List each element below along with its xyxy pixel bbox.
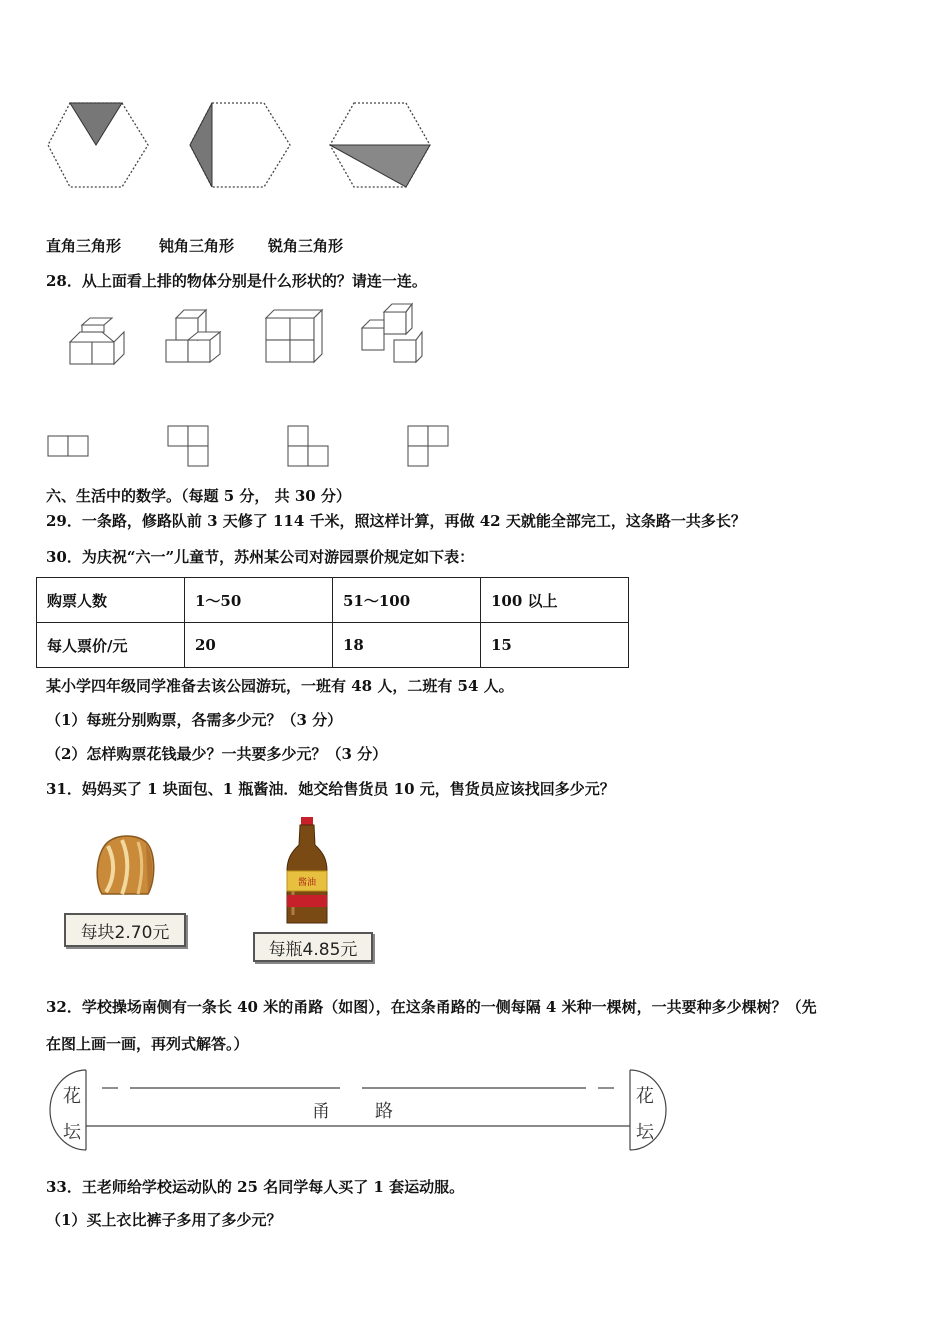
top-view-3 bbox=[288, 426, 328, 466]
left-flower-bed-label-1: 花 bbox=[63, 1086, 81, 1107]
question-28: 28．从上面看上排的物体分别是什么形状的？请连一连。 bbox=[46, 272, 427, 290]
table-cell: 1～50 bbox=[185, 578, 333, 623]
cube-group-1 bbox=[70, 318, 124, 364]
table-row bbox=[37, 623, 629, 668]
question-33-sub1: （1）买上衣比裤子多用了多少元？ bbox=[46, 1211, 282, 1229]
hexagon-obtuse-triangle bbox=[190, 103, 290, 187]
hexagon-right-triangle bbox=[48, 103, 148, 187]
cube-group-3 bbox=[266, 310, 322, 362]
question-29: 29．一条路，修路队前 3 天修了 114 千米，照这样计算，再做 42 天就能全部完工，这条路一共多长？ bbox=[46, 512, 746, 530]
table-cell: 20 bbox=[185, 623, 333, 668]
soy-sauce-bottle-image bbox=[284, 815, 330, 927]
cube-group-4 bbox=[362, 304, 422, 362]
bottle-label: 酱油 bbox=[297, 878, 317, 888]
triangle-label-obtuse: 钝角三角形 bbox=[159, 237, 235, 255]
table-row bbox=[37, 578, 629, 623]
question-30-intro: 30．为庆祝“六一”儿童节，苏州某公司对游园票价规定如下表： bbox=[46, 548, 475, 566]
road-label-1: 甬 bbox=[312, 1101, 330, 1122]
cube-arrangements bbox=[60, 300, 440, 370]
triangle-label-right: 直角三角形 bbox=[46, 237, 122, 255]
hexagon-figures bbox=[40, 95, 440, 195]
top-view-4 bbox=[408, 426, 448, 466]
table-cell: 15 bbox=[481, 623, 629, 668]
question-32-line2: 在图上画一画，再列式解答。） bbox=[46, 1035, 249, 1053]
bread-image bbox=[92, 832, 158, 900]
question-31: 31．妈妈买了 1 块面包、1 瓶酱油．她交给售货员 10 元，售货员应该找回多少元？ bbox=[46, 780, 615, 798]
right-flower-bed-label-1: 花 bbox=[636, 1086, 654, 1107]
triangle-label-acute: 锐角三角形 bbox=[268, 237, 344, 255]
question-30-context: 某小学四年级同学准备去该公园游玩，一班有 48 人，二班有 54 人。 bbox=[46, 677, 514, 695]
cube-group-2 bbox=[166, 310, 220, 362]
table-cell: 18 bbox=[333, 623, 481, 668]
table-cell: 购票人数 bbox=[37, 578, 185, 623]
table-cell: 51～100 bbox=[333, 578, 481, 623]
road-label-2: 路 bbox=[375, 1101, 393, 1122]
ticket-price-table bbox=[36, 577, 629, 668]
bread-price-tag: 每块2.70元 bbox=[64, 913, 186, 947]
soy-sauce-price-tag: 每瓶4.85元 bbox=[253, 932, 373, 962]
question-32-line1: 32．学校操场南侧有一条长 40 米的甬路（如图），在这条甬路的一侧每隔 4 米种一棵树，一共要种多少棵树？（先 bbox=[46, 998, 817, 1016]
top-view-1 bbox=[48, 436, 88, 456]
road-diagram bbox=[46, 1068, 676, 1154]
left-flower-bed-label-2: 坛 bbox=[63, 1122, 81, 1143]
hexagon-acute-triangle bbox=[330, 103, 430, 187]
question-30-sub2: （2）怎样购票花钱最少？一共要多少元？（3 分） bbox=[46, 745, 388, 763]
right-flower-bed-label-2: 坛 bbox=[636, 1122, 654, 1143]
section-6-heading: 六、生活中的数学。（每题 5 分， 共 30 分） bbox=[46, 487, 351, 505]
question-30-sub1: （1）每班分别购票，各需多少元？（3 分） bbox=[46, 711, 343, 729]
question-33: 33．王老师给学校运动队的 25 名同学每人买了 1 套运动服。 bbox=[46, 1178, 465, 1196]
table-cell: 每人票价/元 bbox=[37, 623, 185, 668]
table-cell: 100 以上 bbox=[481, 578, 629, 623]
top-view-shapes bbox=[40, 420, 460, 470]
top-view-2 bbox=[168, 426, 208, 466]
